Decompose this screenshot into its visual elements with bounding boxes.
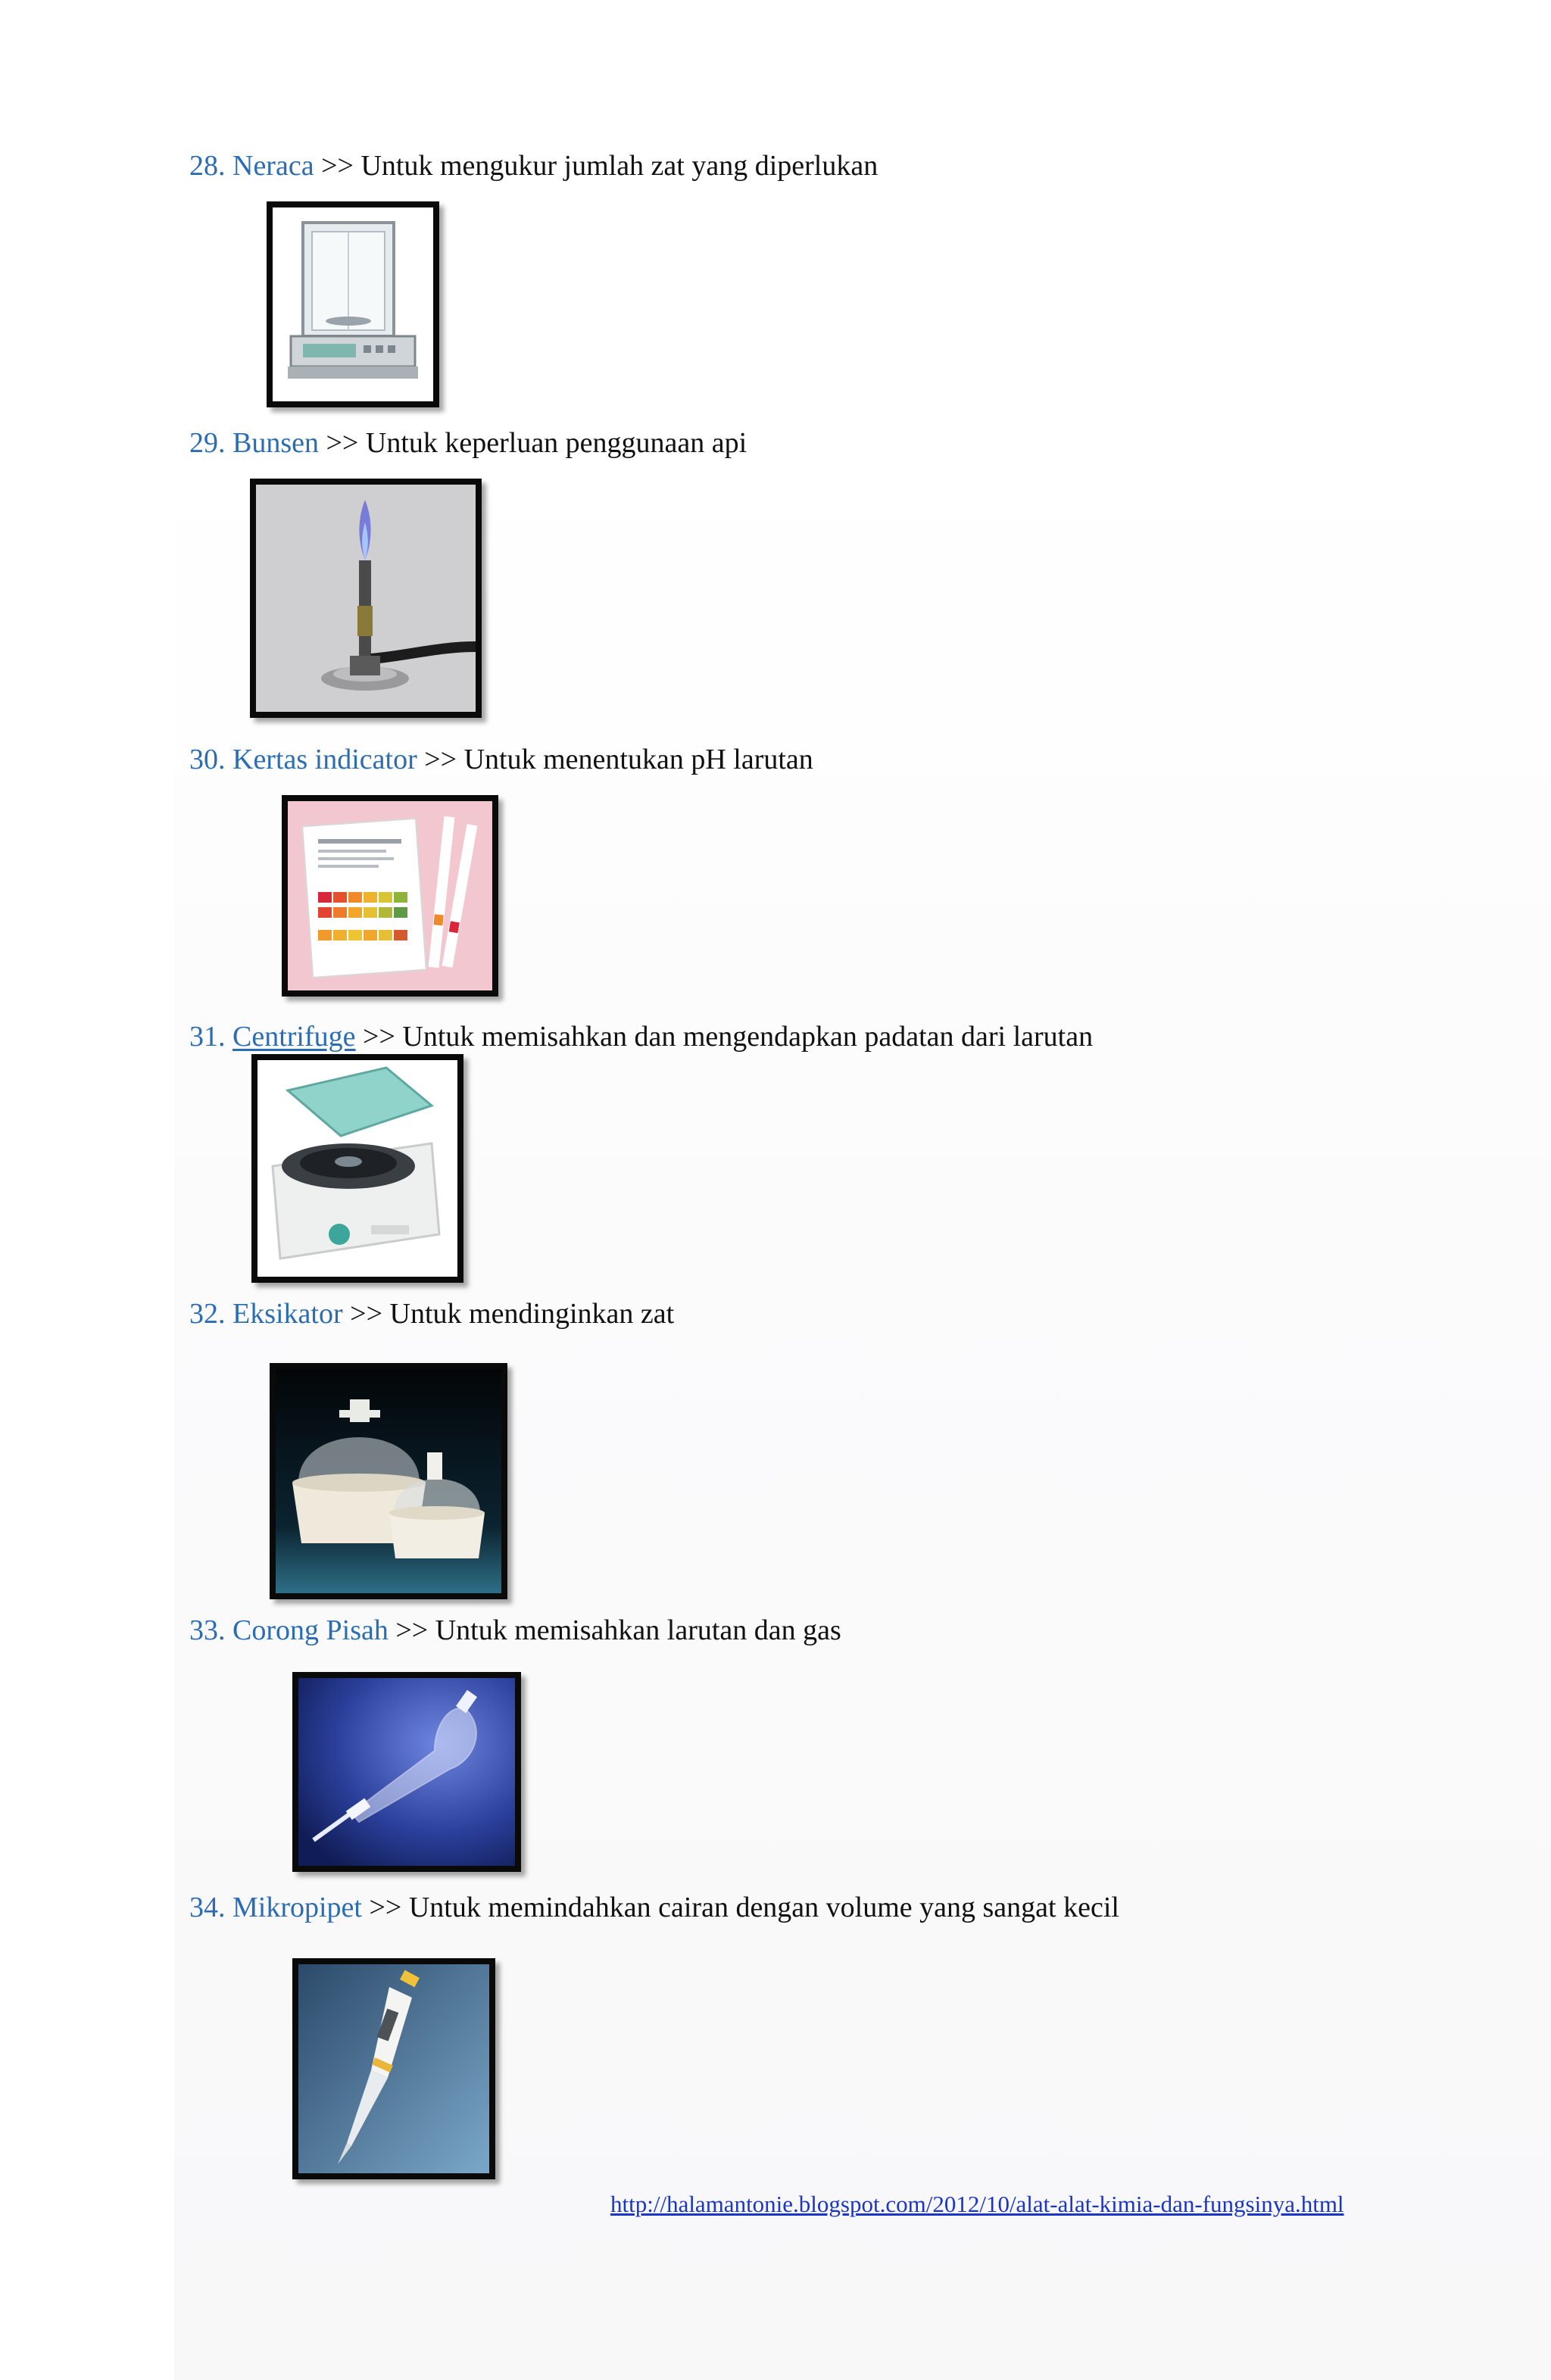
- item-separator: >>: [326, 427, 359, 459]
- item-name-link[interactable]: Kertas indicator: [232, 744, 417, 775]
- item-separator: >>: [363, 1021, 395, 1053]
- analytical-balance-icon: [267, 201, 439, 407]
- item-name-link[interactable]: Neraca: [232, 150, 314, 182]
- bunsen-burner-icon: [250, 479, 482, 718]
- item-description: Untuk mendinginkan zat: [389, 1298, 675, 1330]
- item-mikropipet: [189, 1890, 1119, 1925]
- item-kertas-indicator: [189, 742, 813, 777]
- item-number: 28.: [189, 150, 226, 182]
- item-number: 31.: [189, 1021, 226, 1053]
- desiccator-icon: [270, 1363, 507, 1599]
- item-name-link[interactable]: Eksikator: [232, 1298, 343, 1330]
- item-name-link[interactable]: Corong Pisah: [232, 1614, 389, 1646]
- item-description: Untuk memisahkan larutan dan gas: [435, 1614, 841, 1646]
- centrifuge-icon: [251, 1054, 463, 1283]
- item-number: 34.: [189, 1892, 226, 1923]
- ph-indicator-paper-icon: [282, 795, 498, 997]
- item-number: 32.: [189, 1298, 226, 1330]
- source-url-link[interactable]: http://halamantonie.blogspot.com/2012/10/alat-alat-kimia-dan-fungsinya.html: [610, 2191, 1344, 2217]
- item-bunsen: [189, 426, 747, 460]
- item-description: Untuk memisahkan dan mengendapkan padatan dari larutan: [402, 1021, 1094, 1053]
- item-separator: >>: [369, 1892, 402, 1923]
- item-eksikator: [189, 1296, 674, 1331]
- item-neraca: [189, 148, 878, 183]
- item-description: Untuk keperluan penggunaan api: [365, 427, 747, 459]
- item-description: Untuk menentukan pH larutan: [463, 744, 813, 775]
- item-name-link[interactable]: Centrifuge: [232, 1021, 356, 1053]
- item-number: 33.: [189, 1614, 226, 1646]
- item-name-link[interactable]: Bunsen: [232, 427, 319, 459]
- item-name-link[interactable]: Mikropipet: [232, 1892, 362, 1923]
- item-separator: >>: [350, 1298, 383, 1330]
- separatory-funnel-icon: [292, 1672, 521, 1872]
- item-description: Untuk memindahkan cairan dengan volume yang sangat kecil: [408, 1892, 1119, 1923]
- item-number: 30.: [189, 744, 226, 775]
- item-separator: >>: [395, 1614, 429, 1646]
- item-number: 29.: [189, 427, 226, 459]
- item-corong-pisah: [189, 1613, 841, 1648]
- item-separator: >>: [424, 744, 457, 775]
- micropipette-icon: [292, 1958, 495, 2179]
- item-centrifuge: [189, 1019, 1093, 1054]
- item-description: Untuk mengukur jumlah zat yang diperlukan: [360, 150, 878, 182]
- item-separator: >>: [321, 150, 354, 182]
